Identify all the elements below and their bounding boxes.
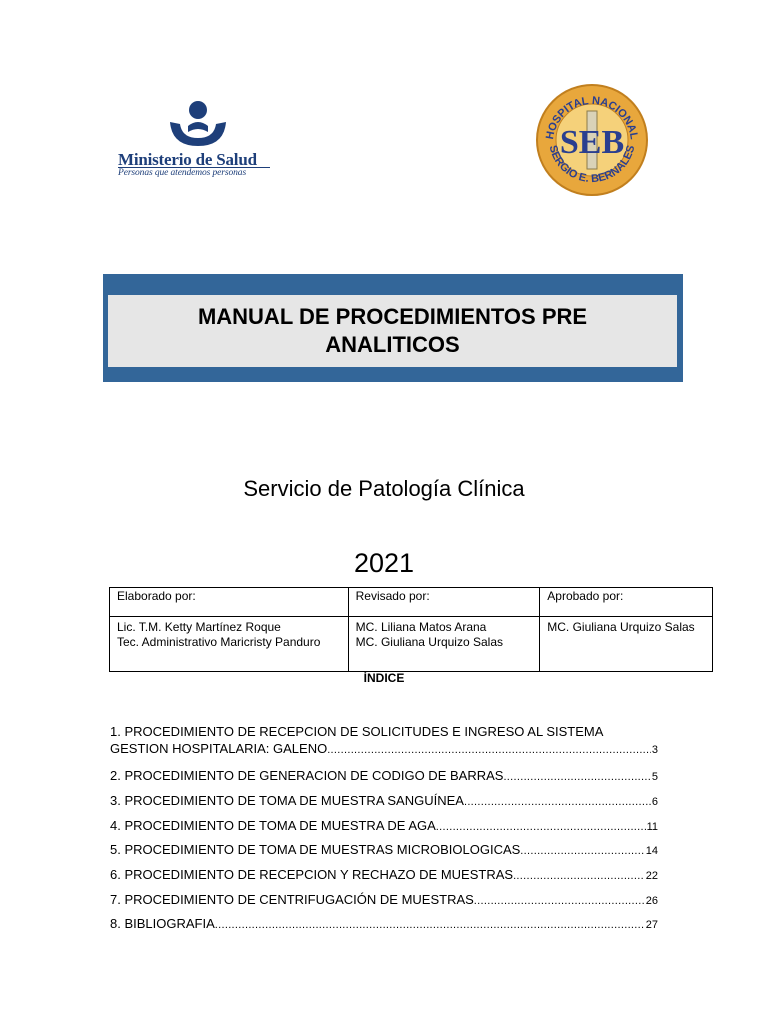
toc-item-label: 8. BIBLIOGRAFIA [110, 916, 215, 931]
toc-item[interactable] [110, 793, 658, 810]
toc-item[interactable] [110, 916, 658, 933]
toc-item[interactable] [110, 842, 658, 859]
toc-leader-dots [503, 771, 650, 783]
header-elaborado: Elaborado por: [110, 588, 349, 617]
toc-item-label: GESTION HOSPITALARIA: GALENO [110, 741, 328, 756]
toc-item-label: 4. PROCEDIMIENTO DE TOMA DE MUESTRA DE AGA [110, 818, 436, 833]
toc-leader-dots [436, 821, 646, 833]
aprobado-person-1: MC. Giuliana Urquizo Salas [547, 620, 695, 634]
toc-item-page: 14 [645, 845, 658, 857]
toc-item-page: 27 [645, 919, 658, 931]
ministerio-figure-icon [166, 100, 230, 150]
cell-revisado [348, 617, 540, 672]
header-aprobado: Aprobado por: [540, 588, 713, 617]
toc-item-page: 11 [646, 821, 658, 833]
toc-item-label: 7. PROCEDIMIENTO DE CENTRIFUGACIÓN DE MUESTRAS [110, 892, 474, 907]
approval-header-row [110, 588, 713, 617]
document-title [173, 303, 613, 359]
document-year: 2021 [353, 548, 415, 578]
revisado-person-1: MC. Liliana Matos Arana [355, 620, 487, 634]
title-line-2: ANALITICOS [325, 332, 460, 357]
ministerio-salud-logo [112, 96, 282, 186]
toc-item-page: 6 [651, 796, 658, 808]
toc-item-label: 2. PROCEDIMIENTO DE GENERACION DE CODIGO DE BARRAS [110, 768, 504, 783]
hospital-monogram: SEB [559, 124, 625, 161]
elaborado-person-2: Tec. Administrativo Maricristy Panduro [117, 635, 321, 649]
ministerio-name: Ministerio de Salud [118, 150, 257, 169]
toc-leader-dots [327, 744, 651, 756]
toc-item[interactable] [110, 867, 658, 884]
toc-item-label: 5. PROCEDIMIENTO DE TOMA DE MUESTRAS MICROBIOLOGICAS [110, 842, 521, 857]
approval-body-row [110, 617, 713, 672]
toc-item-page: 5 [651, 771, 658, 783]
toc-item-line1: 1. PROCEDIMIENTO DE RECEPCION DE SOLICITUDES E INGRESO AL SISTEMA [110, 724, 604, 739]
title-box [108, 295, 677, 367]
toc-leader-dots [474, 895, 645, 907]
toc-leader-dots [513, 870, 645, 882]
indice-title: ÍNDICE [363, 671, 405, 685]
hospital-arc-bottom: SERGIO E. BERNALES [546, 144, 638, 186]
toc-item-page: 22 [645, 870, 658, 882]
hospital-arc-top: HOSPITAL NACIONAL [544, 94, 640, 141]
elaborado-person-1: Lic. T.M. Ketty Martínez Roque [117, 620, 281, 634]
toc-item[interactable] [110, 892, 658, 909]
cell-elaborado [110, 617, 349, 672]
toc-leader-dots [520, 845, 644, 857]
toc-item[interactable] [110, 724, 658, 758]
hospital-seal-icon [533, 83, 651, 197]
toc-item[interactable] [110, 818, 658, 835]
service-name: Servicio de Patología Clínica [243, 476, 525, 501]
toc-item-label: 3. PROCEDIMIENTO DE TOMA DE MUESTRA SANGUÍNEA [110, 793, 464, 808]
title-band [103, 274, 683, 382]
ministerio-tagline: Personas que atendemos personas [118, 167, 270, 178]
title-line-1: MANUAL DE PROCEDIMIENTOS PRE [197, 304, 588, 329]
toc-item-label: 6. PROCEDIMIENTO DE RECEPCION Y RECHAZO DE MUESTRAS [110, 867, 514, 882]
toc-leader-dots [464, 796, 651, 808]
header-revisado: Revisado por: [348, 588, 540, 617]
cell-aprobado [540, 617, 713, 672]
toc-item[interactable] [110, 768, 658, 785]
hospital-seal-logo [533, 83, 651, 197]
approval-table [109, 587, 713, 672]
toc-leader-dots [215, 919, 645, 931]
revisado-person-2: MC. Giuliana Urquizo Salas [355, 635, 504, 649]
toc-item-page: 26 [645, 895, 658, 907]
toc-item-page: 3 [651, 744, 658, 756]
